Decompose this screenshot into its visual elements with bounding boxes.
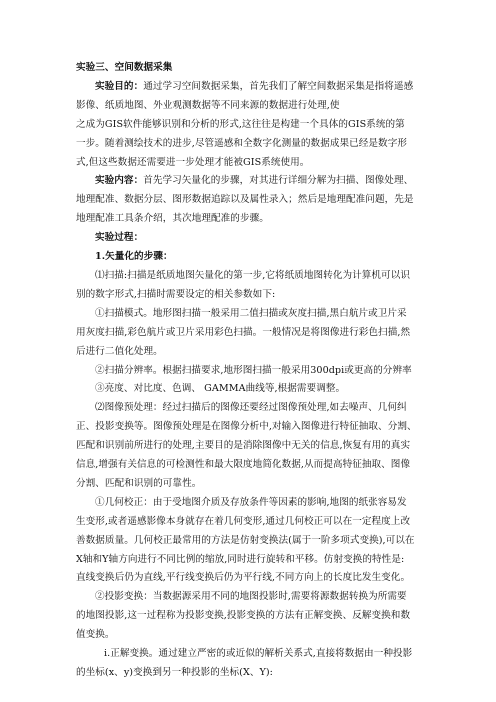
preprocess-line: 正、投影变换等。图像预处理是在图像分析中,对输入图像进行特征抽取、分割、 [76, 421, 417, 433]
content-paragraph-line [76, 172, 422, 191]
preprocess-line: ⑵图像预处理：经过扫描后的图像还要经过图像预处理,如去噪声、几何纠 [95, 402, 407, 414]
process-label: 实验过程： [95, 232, 144, 244]
document-page [76, 59, 422, 683]
proj-line: ②投影变换：当数据源采用不同的地图投影时,需要将源数据转换为所需要 [95, 591, 407, 603]
forward-line: 的坐标(x、y)变换到另一种投影的坐标(X、Y): [76, 667, 273, 678]
geom-line: ①几何校正：由于受地图介质及存放条件等因素的影响,地图的纸张容易发 [95, 496, 407, 508]
content-line: 地理配准、数据分层、图形数据追踪以及属性录入；然后是地理配准问题，先是 [76, 194, 414, 206]
content-text: 首先学习矢量化的步骤，对其进行详细分解为扫描、图像处理、 [143, 175, 414, 187]
preprocess-line: 信息,增强有关信息的可检测性和最大限度地简化数据,从而提高特征抽取、图像 [76, 459, 411, 471]
geom-line: 善数据质量。几何校正最常用的方法是仿射变换法(属于一阶多项式变换),可以在 [76, 534, 415, 546]
scan-line: ③亮度、对比度、色调、 GAMMA曲线等,根据需要调整。 [95, 383, 346, 395]
scan-line: ①扫描模式。地形图扫描一般采用二值扫描或灰度扫描,黑白航片或卫片采 [95, 307, 407, 319]
proj-line: 的地图投影,这一过程称为投影变换,投影变换的方法有正解变换、反解变换和数 [76, 610, 411, 622]
purpose-line: 影像、纸质地图、外业观测数据等不同来源的数据进行处理,使 [76, 99, 340, 111]
purpose-text: 通过学习空间数据采集，首先我们了解空间数据采集是指将遥感 [143, 80, 414, 92]
geom-line: 直线变换后仍为直线,平行线变换后仍为平行线,不同方向上的长度比发生变化。 [76, 572, 411, 584]
scan-line: ⑴扫描:扫描是纸质地图矢量化的第一步,它将纸质地图转化为计算机可以识 [95, 269, 410, 281]
proj-line: 值变换。 [76, 629, 115, 641]
step1-title: 1.矢量化的步骤： [95, 251, 173, 263]
scan-line: ②扫描分辨率。根据扫描要求,地形图扫描一般采用300dpi或更高的分辨率 [95, 364, 412, 376]
purpose-label: 实验目的： [95, 80, 144, 92]
content-line: 地理配准工具条介绍，其次地理配准的步骤。 [76, 213, 269, 225]
scan-line: 别的数字形式,扫描时需要设定的相关参数如下: [76, 288, 276, 300]
scan-line: 用灰度扫描,彩色航片或卫片采用彩色扫描。一般情况是将图像进行彩色扫描,然 [76, 326, 411, 338]
preprocess-line: 分割、匹配和识别的可靠性。 [76, 477, 202, 489]
section-title: 实验三、空间数据采集 [76, 62, 173, 73]
purpose-line: 一步。随着测绘技术的进步,尽管遥感和全数字化测量的数据成果已经是数字形 [76, 137, 407, 149]
purpose-paragraph-line [76, 78, 422, 97]
forward-line: ⅰ.正解变换。通过建立严密的或近似的解析关系式,直接将数据由一种投影 [104, 648, 413, 660]
geom-line: 生变形,或者遥感影像本身就存在着几何变形,通过几何校正可以在一定程度上改 [76, 515, 411, 527]
purpose-line: 式,但这些数据还需要进一步处理才能被GIS系统使用。 [76, 156, 310, 168]
scan-line: 后进行二值化处理。 [76, 345, 163, 357]
content-label: 实验内容： [95, 175, 144, 187]
purpose-line: 之成为GIS软件能够识别和分析的形式,这往往是构建一个具体的GIS系统的第 [76, 118, 405, 130]
preprocess-line: 匹配和识别前所进行的处理,主要目的是消除图像中无关的信息,恢复有用的真实 [76, 440, 411, 452]
geom-line: X轴和Y轴方向进行不同比例的缩放,同时进行旋转和平移。仿射变换的特性是: [76, 553, 405, 565]
